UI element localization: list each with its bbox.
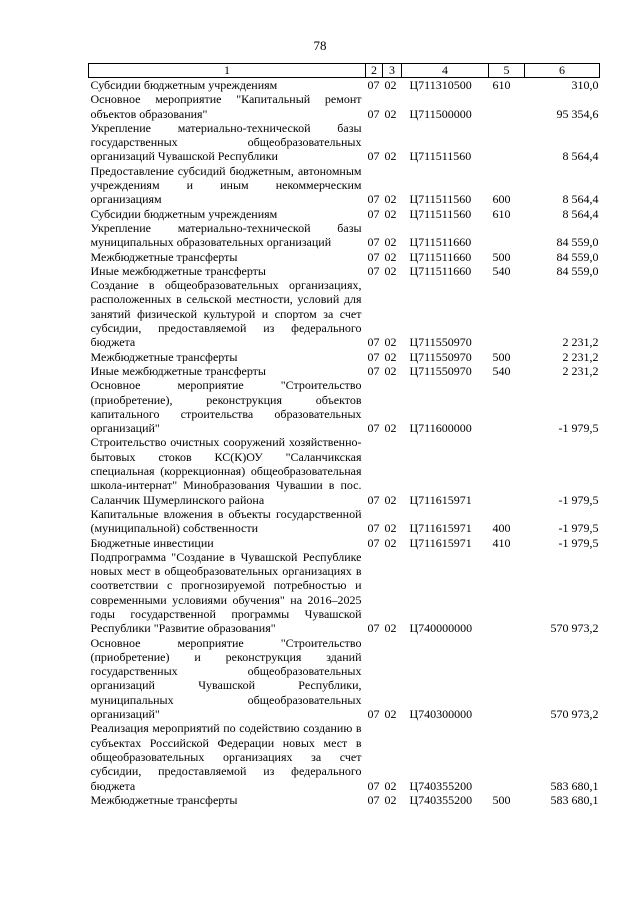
header-col-name: 1 xyxy=(89,64,366,78)
table-row xyxy=(89,278,600,349)
row-expense-type xyxy=(489,278,525,349)
header-col-amount: 6 xyxy=(525,64,600,78)
row-subsection: 02 xyxy=(384,263,397,278)
row-subsection: 02 xyxy=(384,521,397,536)
row-target-article: Ц711615971 xyxy=(409,521,472,536)
row-subsection: 02 xyxy=(384,421,397,436)
row-subsection: 02 xyxy=(384,192,397,207)
table-row xyxy=(89,207,600,221)
row-section: 07 xyxy=(367,335,380,350)
row-expense-type xyxy=(489,221,525,250)
row-target-article: Ц711615971 xyxy=(409,492,472,507)
table-row xyxy=(89,435,600,506)
row-section: 07 xyxy=(367,421,380,436)
row-target-article: Ц711511660 xyxy=(409,249,472,264)
table-row xyxy=(89,264,600,278)
budget-table xyxy=(88,63,600,807)
row-target-article: Ц740300000 xyxy=(409,707,473,722)
row-target-article: Ц740355200 xyxy=(409,778,473,793)
row-amount: 310,0 xyxy=(571,78,599,92)
row-section: 07 xyxy=(367,263,380,278)
row-target-article: Ц711511560 xyxy=(409,206,472,221)
table-row xyxy=(89,507,600,536)
row-amount: -1 979,5 xyxy=(558,535,599,550)
row-amount: 84 559,0 xyxy=(556,249,599,264)
row-subsection: 02 xyxy=(384,492,397,507)
row-target-article: Ц711500000 xyxy=(409,106,472,121)
row-target-article: Ц711550970 xyxy=(409,363,472,378)
row-name: Укрепление материально-технической базы государственных общеобразовательных организаций Чувашской Республики xyxy=(90,120,362,164)
row-amount: -1 979,5 xyxy=(558,521,599,536)
header-col-expense-type: 5 xyxy=(489,64,525,78)
table-row xyxy=(89,164,600,207)
row-target-article: Ц740355200 xyxy=(409,792,473,807)
row-subsection: 02 xyxy=(384,235,397,250)
page-number: 78 xyxy=(313,38,327,53)
row-section: 07 xyxy=(367,78,380,92)
row-target-article: Ц711600000 xyxy=(409,421,472,436)
row-target-article: Ц711550970 xyxy=(409,335,472,350)
row-amount: 583 680,1 xyxy=(550,792,599,807)
row-subsection: 02 xyxy=(384,792,397,807)
row-expense-type: 610 xyxy=(492,206,511,221)
row-expense-type xyxy=(489,636,525,722)
row-section: 07 xyxy=(367,349,380,364)
row-subsection: 02 xyxy=(384,363,397,378)
row-subsection: 02 xyxy=(384,78,397,92)
table-row xyxy=(89,536,600,550)
row-expense-type: 600 xyxy=(492,192,511,207)
row-section: 07 xyxy=(367,149,380,164)
row-amount: 570 973,2 xyxy=(550,621,599,636)
table-row xyxy=(89,378,600,435)
row-subsection: 02 xyxy=(384,349,397,364)
row-name: Предоставление субсидий бюджетным, автономным учреждениям и иным некоммерческим организациям xyxy=(90,163,362,207)
row-target-article: Ц711550970 xyxy=(409,349,472,364)
row-amount: 583 680,1 xyxy=(550,778,599,793)
row-amount: 570 973,2 xyxy=(550,707,599,722)
row-section: 07 xyxy=(367,249,380,264)
table-row xyxy=(89,78,600,93)
row-name: Основное мероприятие "Капитальный ремонт объектов образования" xyxy=(90,92,362,121)
row-subsection: 02 xyxy=(384,621,397,636)
row-target-article: Ц740000000 xyxy=(409,621,473,636)
table-header xyxy=(89,64,600,78)
row-expense-type xyxy=(489,92,525,121)
row-amount: 2 231,2 xyxy=(562,335,599,350)
table-row xyxy=(89,721,600,792)
table-row xyxy=(89,636,600,722)
row-expense-type: 410 xyxy=(492,535,511,550)
row-amount: 84 559,0 xyxy=(556,235,599,250)
row-section: 07 xyxy=(367,206,380,221)
row-expense-type: 400 xyxy=(492,521,511,536)
row-section: 07 xyxy=(367,363,380,378)
table-row xyxy=(89,92,600,121)
row-section: 07 xyxy=(367,521,380,536)
row-target-article: Ц711615971 xyxy=(409,535,472,550)
row-section: 07 xyxy=(367,192,380,207)
row-name: Укрепление материально-технической базы муниципальных образовательных организаций xyxy=(90,220,362,250)
row-subsection: 02 xyxy=(384,149,397,164)
row-expense-type: 500 xyxy=(492,349,511,364)
row-section: 07 xyxy=(367,778,380,793)
table-row xyxy=(89,221,600,250)
table-row xyxy=(89,121,600,164)
row-section: 07 xyxy=(367,707,380,722)
header-col-target-article: 4 xyxy=(402,64,489,78)
row-section: 07 xyxy=(367,492,380,507)
row-subsection: 02 xyxy=(384,707,397,722)
table-body xyxy=(89,78,600,808)
row-name: Создание в общеобразовательных организациях, расположенных в сельской местности, условий для занятий физической культурой и спортом за счет субсидии, предоставляемой из федерального бюджета xyxy=(90,278,362,350)
row-target-article: Ц711511560 xyxy=(409,149,472,164)
row-amount: 2 231,2 xyxy=(562,363,599,378)
row-amount: 8 564,4 xyxy=(562,206,599,221)
row-name: Капитальные вложения в объекты государственной (муниципальной) собственности xyxy=(90,506,362,536)
row-name: Бюджетные инвестиции xyxy=(90,535,214,550)
row-name: Иные межбюджетные трансферты xyxy=(90,363,266,378)
row-target-article: Ц711310500 xyxy=(409,78,472,92)
row-subsection: 02 xyxy=(384,778,397,793)
row-subsection: 02 xyxy=(384,535,397,550)
row-target-article: Ц711511660 xyxy=(409,263,472,278)
header-row xyxy=(89,64,600,78)
row-expense-type: 540 xyxy=(492,363,511,378)
row-amount: 95 354,6 xyxy=(556,106,599,121)
header-col-subsection: 3 xyxy=(383,64,402,78)
row-section: 07 xyxy=(367,235,380,250)
row-amount: 8 564,4 xyxy=(562,149,599,164)
row-subsection: 02 xyxy=(384,206,397,221)
row-subsection: 02 xyxy=(384,249,397,264)
table-row xyxy=(89,250,600,264)
row-subsection: 02 xyxy=(384,106,397,121)
row-amount: -1 979,5 xyxy=(558,421,599,436)
row-amount: 84 559,0 xyxy=(556,263,599,278)
row-amount: -1 979,5 xyxy=(558,492,599,507)
row-section: 07 xyxy=(367,535,380,550)
row-expense-type: 540 xyxy=(492,263,511,278)
row-name: Основное мероприятие "Строительство (приобретение) и реконструкция зданий государственных общеобразовательных организаций Чувашской Республики, муниципальных общеобразовательных организаций" xyxy=(90,635,362,722)
header-col-section: 2 xyxy=(366,64,383,78)
row-subsection: 02 xyxy=(384,335,397,350)
row-expense-type xyxy=(489,121,525,164)
row-name: Межбюджетные трансферты xyxy=(90,349,238,364)
row-name: Субсидии бюджетным учреждениям xyxy=(90,206,278,221)
row-target-article: Ц711511560 xyxy=(409,192,472,207)
row-expense-type xyxy=(489,550,525,636)
table-row xyxy=(89,364,600,378)
row-name: Иные межбюджетные трансферты xyxy=(90,263,266,278)
row-name: Реализация мероприятий по содействию созданию в субъектах Российской Федерации новых мест в общеобразовательных организациях за счет субсидии, предоставляемой из федерального бюджета xyxy=(90,721,362,793)
row-name: Межбюджетные трансферты xyxy=(90,249,238,264)
row-amount: 8 564,4 xyxy=(562,192,599,207)
row-expense-type: 500 xyxy=(492,792,511,807)
row-expense-type xyxy=(489,435,525,506)
row-name: Подпрограмма "Создание в Чувашской Республике новых мест в общеобразовательных организациях в соответствии с прогнозируемой потребностью и современными условиями обучения" на 2016–2025 годы государственной программы Чувашской Республики "Развитие образования" xyxy=(90,549,362,636)
row-amount: 2 231,2 xyxy=(562,349,599,364)
row-expense-type: 500 xyxy=(492,249,511,264)
row-name: Межбюджетные трансферты xyxy=(90,792,238,807)
row-section: 07 xyxy=(367,106,380,121)
table-row xyxy=(89,550,600,636)
table-row xyxy=(89,350,600,364)
row-section: 07 xyxy=(367,792,380,807)
row-name: Субсидии бюджетным учреждениям xyxy=(90,78,278,92)
row-expense-type: 610 xyxy=(492,78,511,92)
row-name: Основное мероприятие "Строительство (приобретение), реконструкция объектов капитального строительства образовательных организаций" xyxy=(90,378,362,436)
row-expense-type xyxy=(489,378,525,435)
row-target-article: Ц711511660 xyxy=(409,235,472,250)
table-row xyxy=(89,793,600,807)
row-expense-type xyxy=(489,721,525,792)
row-name: Строительство очистных сооружений хозяйственно-бытовых стоков КС(К)ОУ "Саланчикская специальная (коррекционная) общеобразовательная школа-интернат" Минобразования Чувашии в пос. Саланчик Шумерлинского района xyxy=(90,435,362,507)
row-section: 07 xyxy=(367,621,380,636)
